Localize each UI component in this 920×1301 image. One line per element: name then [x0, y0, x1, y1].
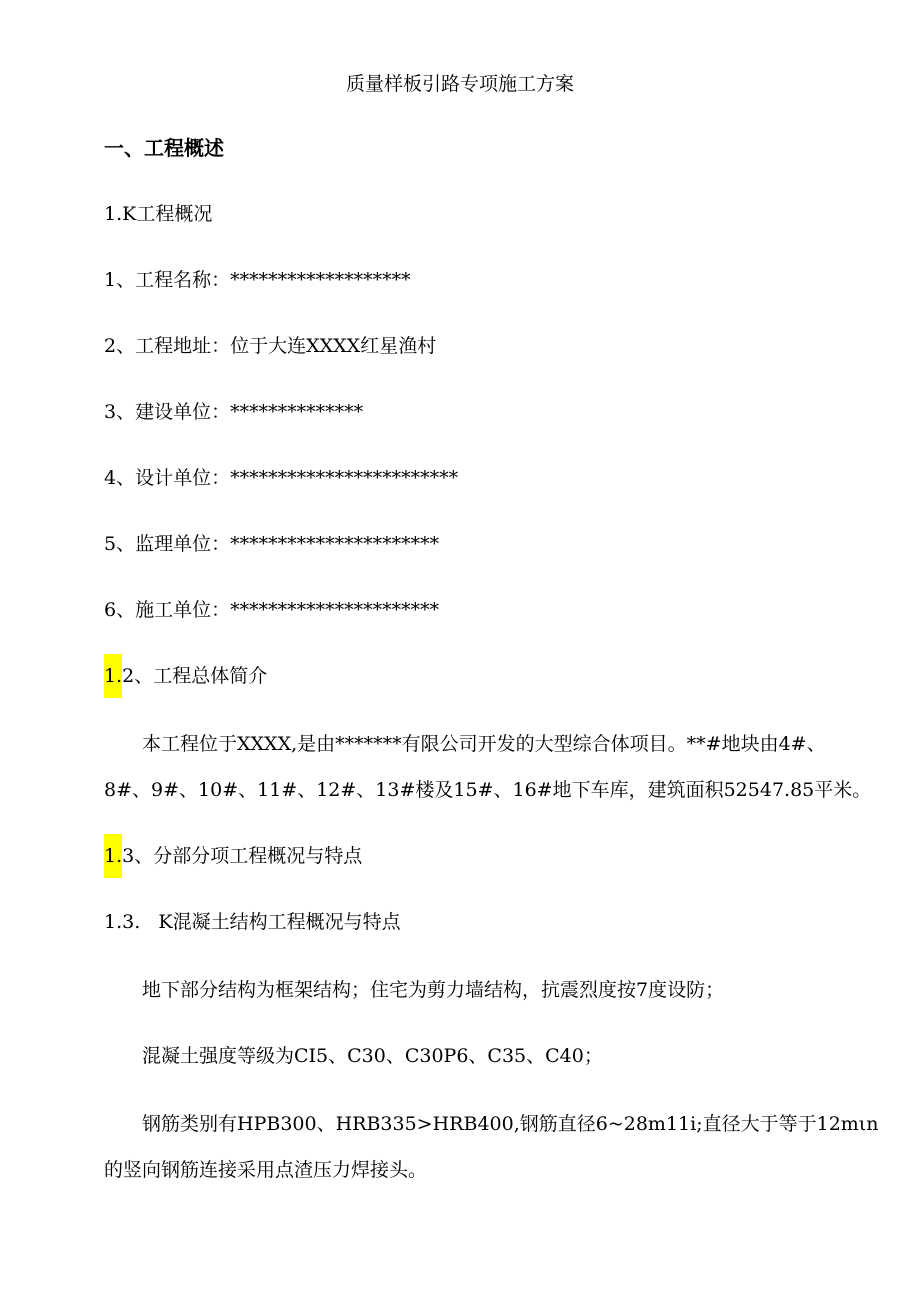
subsection-general-intro-label: 2、工程总体简介 — [122, 665, 268, 687]
item-project-name: 1、工程名称：******************* — [104, 269, 411, 291]
paragraph-rebar-line-1: 钢筋类别有HPB300、HRB335>HRB400,钢筋直径6~28m11i;直径大于等于12mιn — [142, 1113, 879, 1135]
paragraph-intro-line-1: 本工程位于XXXX,是由*******有限公司开发的大型综合体项目。**#地块由4#、 — [142, 733, 826, 755]
subsection-project-overview: 1.K工程概况 — [104, 203, 213, 225]
paragraph-structure-type: 地下部分结构为框架结构；住宅为剪力墙结构，抗震烈度按7度设防； — [142, 979, 725, 1001]
section-heading-overview: 一、工程概述 — [104, 136, 224, 160]
highlight-marker: 1. — [104, 834, 122, 878]
subsection-subdivision-overview — [104, 844, 362, 868]
paragraph-concrete-grade: 混凝土强度等级为CI5、C30、C30P6、C35、C40； — [142, 1045, 603, 1067]
subsection-subdivision-label: 3、分部分项工程概况与特点 — [122, 845, 363, 867]
highlight-marker: 1. — [104, 654, 122, 698]
paragraph-rebar-line-2: 的竖向钢筋连接采用点渣压力焊接头。 — [104, 1159, 428, 1181]
item-supervision-unit: 5、监理单位：********************** — [104, 533, 440, 555]
item-construction-unit: 3、建设单位：************** — [104, 401, 364, 423]
item-design-unit: 4、设计单位：************************ — [104, 467, 459, 489]
subsection-concrete-structure: 1.3. K混凝土结构工程概况与特点 — [104, 911, 401, 933]
item-project-address: 2、工程地址：位于大连XXXX红星渔村 — [104, 335, 437, 357]
paragraph-intro-line-2: 8#、9#、10#、11#、12#、13#楼及15#、16#地下车库，建筑面积52547.85平米。 — [104, 779, 872, 801]
subsection-general-intro — [104, 664, 267, 688]
document-title: 质量样板引路专项施工方案 — [345, 73, 574, 95]
item-contractor-unit: 6、施工单位：********************** — [104, 599, 440, 621]
